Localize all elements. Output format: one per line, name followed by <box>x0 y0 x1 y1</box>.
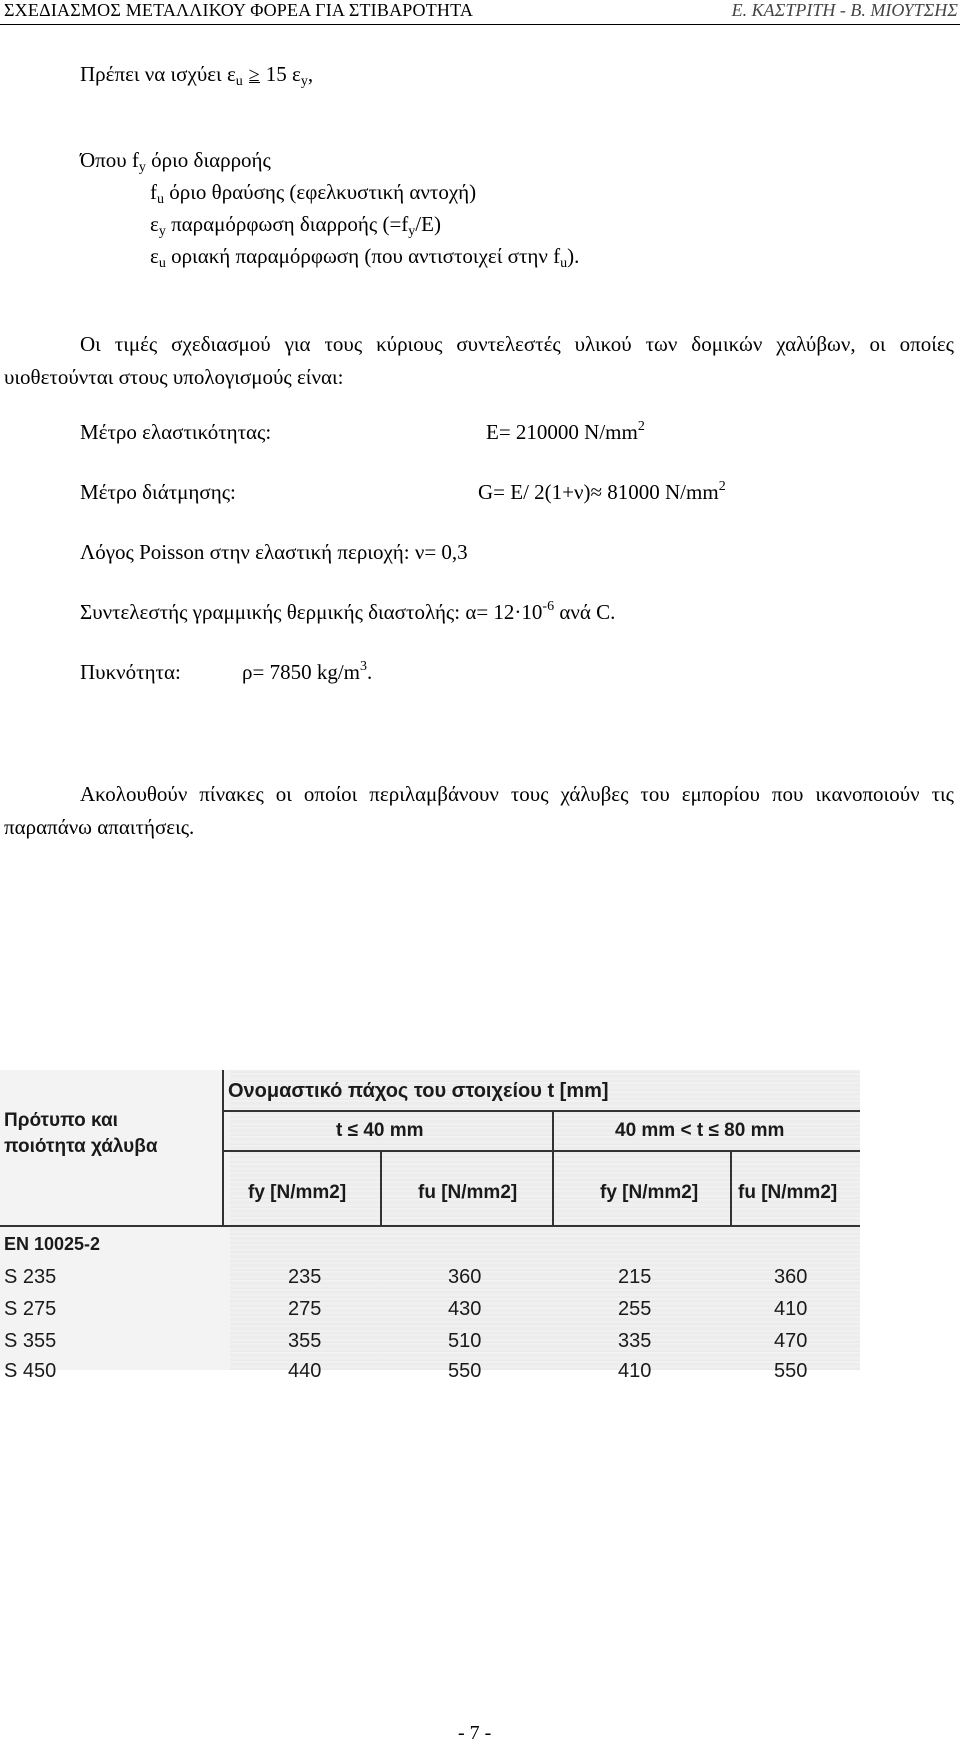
thermal-exp: -6 <box>542 599 555 614</box>
value-cell: 275 <box>288 1298 322 1320</box>
def-symbol: ε <box>150 244 159 268</box>
thermal-unit: ανά C. <box>554 600 616 624</box>
value-cell: 410 <box>774 1298 808 1320</box>
density-label: Πυκνότητα: <box>80 660 181 684</box>
value-cell: 235 <box>288 1266 322 1288</box>
value-cell: 355 <box>288 1330 322 1352</box>
value-cell: 410 <box>618 1360 652 1382</box>
def-tail: ). <box>567 244 580 268</box>
table-vline <box>730 1150 732 1225</box>
row-header-line2: ποιότητα χάλυβα <box>4 1136 158 1157</box>
shear-exp: 2 <box>718 479 726 494</box>
column-header: fy [N/mm2] <box>600 1182 699 1203</box>
grade-cell: S 235 <box>4 1266 57 1288</box>
condition-mid: 15 ε <box>265 62 301 86</box>
row-header-line1: Πρότυπο και <box>4 1110 118 1131</box>
grade-cell: S 450 <box>4 1360 57 1382</box>
condition-sub-u: u <box>235 74 243 89</box>
density-tail: . <box>367 660 373 684</box>
table-hline <box>222 1150 860 1152</box>
geq-symbol: ≥ <box>248 64 260 86</box>
poisson-line: Λόγος Poisson στην ελαστική περιοχή: ν= 0,3 <box>80 540 468 564</box>
density-exp: 3 <box>360 659 367 674</box>
condition-suffix: , <box>307 62 314 86</box>
table-hline <box>222 1110 860 1112</box>
grade-cell: S 355 <box>4 1330 57 1352</box>
def-sub: u <box>158 256 166 271</box>
column-header: fy [N/mm2] <box>248 1182 347 1203</box>
column-header: fu [N/mm2] <box>418 1182 518 1203</box>
header-authors: Ε. ΚΑΣΤΡΙΤΗ - Β. ΜΙΟΥΤΣΗΣ <box>731 0 958 20</box>
scan-background <box>230 1070 860 1370</box>
shear-label: Μέτρο διάτμησης: <box>80 480 236 504</box>
condition-prefix: Πρέπει να ισχύει ε <box>80 62 236 86</box>
def-sub: u <box>157 192 164 207</box>
def-sub: u <box>560 256 568 271</box>
table-vline <box>380 1150 382 1225</box>
header-title: ΣΧΕΔΙΑΣΜΟΣ ΜΕΤΑΛΛΙΚΟΥ ΦΟΡΕΑ ΓΙΑ ΣΤΙΒΑΡΟΤΗΤΑ <box>4 0 474 20</box>
table-vline <box>222 1070 224 1225</box>
value-cell: 430 <box>448 1298 482 1320</box>
def-sub: y <box>158 224 166 239</box>
page-number: - 7 - <box>458 1722 492 1744</box>
value-cell: 360 <box>774 1266 808 1288</box>
table-vline <box>552 1110 554 1225</box>
definition-ey <box>150 212 441 240</box>
def-text: παραμόρφωση διαρροής (=f <box>165 212 409 236</box>
page-header <box>0 0 960 26</box>
def-symbol: ε <box>150 212 159 236</box>
condition-line <box>80 62 313 90</box>
value-cell: 255 <box>618 1298 652 1320</box>
elastic-value <box>486 420 645 445</box>
def-text: οριακή παραμόρφωση (που αντιστοιχεί στην f <box>165 244 561 268</box>
value-cell: 335 <box>618 1330 652 1352</box>
elastic-value-text: E= 210000 N/mm <box>486 420 638 444</box>
definition-fu <box>150 180 476 208</box>
standard-label: EN 10025-2 <box>4 1234 101 1254</box>
group-header-2: 40 mm < t ≤ 80 mm <box>615 1120 785 1141</box>
elastic-label: Μέτρο ελαστικότητας: <box>80 420 272 444</box>
value-cell: 215 <box>618 1266 652 1288</box>
density-value <box>242 660 372 685</box>
elastic-exp: 2 <box>637 419 645 434</box>
def-tail: /E) <box>415 212 441 236</box>
paragraph-design-values: Οι τιμές σχεδιασμού για τους κύριους συντελεστές υλικού των δομικών χαλύβων, οι οποίες υιοθετούνται στους υπολογισμούς είναι: <box>4 332 954 389</box>
steel-grades-table <box>0 1070 860 1382</box>
value-cell: 440 <box>288 1360 322 1382</box>
density-value-text: ρ= 7850 kg/m <box>242 660 360 684</box>
def-symbol: Όπου f <box>80 148 139 172</box>
column-header: fu [N/mm2] <box>738 1182 838 1203</box>
value-cell: 470 <box>774 1330 808 1352</box>
value-cell: 550 <box>774 1360 808 1382</box>
thermal-line <box>80 600 615 625</box>
shear-value <box>478 480 726 505</box>
group-header-1: t ≤ 40 mm <box>336 1120 424 1141</box>
shear-value-text: G= E/ 2(1+ν)≈ 81000 N/mm <box>478 480 719 504</box>
definition-eu <box>150 244 579 272</box>
table-hline <box>0 1225 860 1227</box>
value-cell: 360 <box>448 1266 482 1288</box>
def-text: όριο θραύσης (εφελκυστική αντοχή) <box>164 180 477 204</box>
value-cell: 510 <box>448 1330 482 1352</box>
thermal-text: Συντελεστής γραμμικής θερμικής διαστολής: α= 12·10 <box>80 600 543 624</box>
condition-sub-y: y <box>300 74 308 89</box>
header-rule <box>0 24 960 25</box>
def-sub: y <box>138 160 146 175</box>
paragraph-tables-intro: Ακολουθούν πίνακες οι οποίοι περιλαμβάνουν τους χάλυβες του εμπορίου που ικανοποιούν τις παραπάνω απαιτήσεις. <box>4 782 954 839</box>
table-title: Ονομαστικό πάχος του στοιχείου t [mm] <box>228 1080 609 1102</box>
grade-cell: S 275 <box>4 1298 57 1320</box>
def-sub: y <box>408 224 416 239</box>
def-text: όριο διαρροής <box>145 148 271 172</box>
def-symbol: f <box>150 180 157 204</box>
value-cell: 550 <box>448 1360 482 1382</box>
definition-fy <box>80 148 271 176</box>
